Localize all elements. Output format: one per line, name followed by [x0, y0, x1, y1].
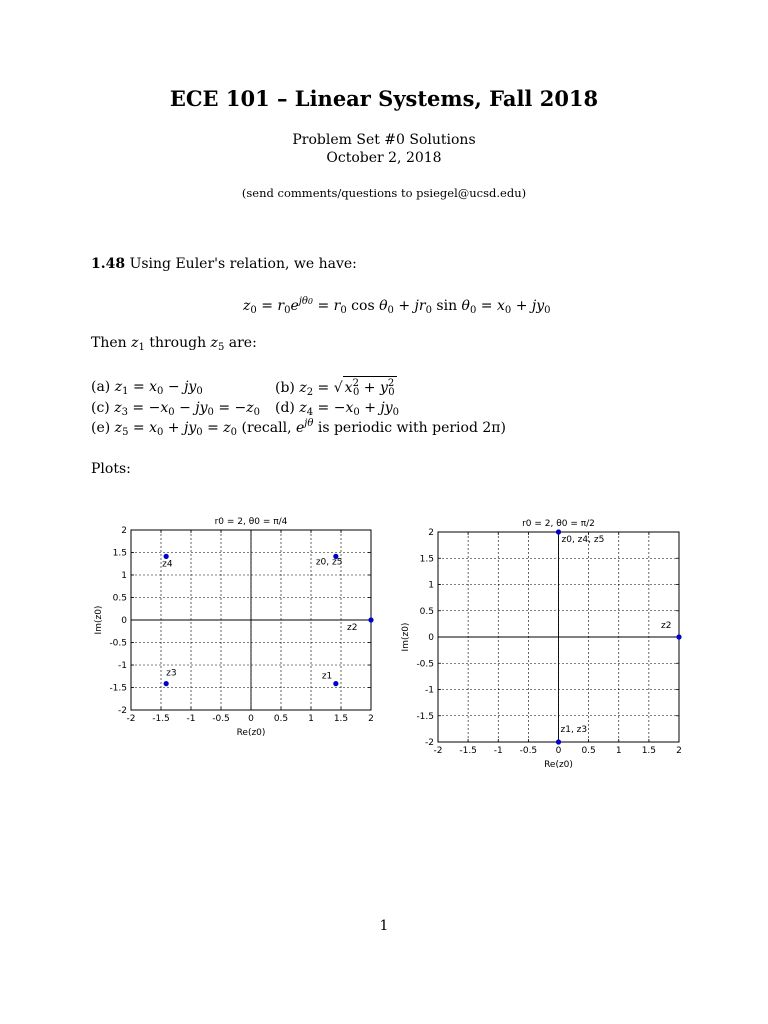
part-b-label: (b) — [275, 380, 295, 396]
x-tick-label: 1.5 — [641, 746, 657, 756]
point-label: z1 — [321, 671, 333, 682]
x-tick-label: 2 — [676, 746, 682, 756]
y-axis-label: Im(z0) — [401, 622, 411, 652]
part-d-label: (d) — [275, 400, 295, 416]
y-tick-label: 0 — [428, 633, 434, 643]
then-line: Then $z_1$ through $z_5$ are: — [91, 335, 257, 353]
x-tick-label: -0.5 — [212, 714, 230, 724]
through-text: through — [149, 335, 207, 351]
point-label: z2 — [661, 621, 672, 631]
page-title: ECE 101 – Linear Systems, Fall 2018 — [169, 86, 599, 111]
x-tick-label: 1.5 — [333, 714, 349, 724]
y-tick-label: 1 — [428, 580, 434, 591]
y-tick-label: 0.5 — [419, 606, 434, 617]
part-d: (d) $z_4 = -x_0 + jy_0$ — [275, 400, 400, 418]
part-e-label: (e) — [91, 420, 111, 436]
contact-note: (send comments/questions to psiegel@ucsd.edu) — [241, 186, 527, 200]
y-tick-label: -2 — [118, 706, 127, 716]
chart-title: r0 = 2, θ0 = π/4 — [214, 517, 288, 527]
y-tick-label: -1.5 — [416, 711, 434, 722]
data-point — [368, 617, 373, 622]
problem-number: 1.48 — [91, 256, 126, 272]
data-point — [164, 681, 169, 686]
y-tick-label: -1.5 — [109, 683, 127, 694]
data-point — [164, 554, 169, 559]
y-tick-label: -0.5 — [109, 638, 127, 649]
problem-intro — [91, 256, 357, 272]
then-text: Then — [91, 335, 127, 351]
data-point — [556, 739, 561, 744]
x-axis-label: Re(z0) — [544, 760, 573, 770]
x-tick-label: 0 — [248, 714, 254, 724]
part-c-label: (c) — [91, 400, 110, 416]
y-axis-label: Im(z0) — [94, 605, 104, 635]
plots-label: Plots: — [91, 461, 131, 477]
x-tick-label: 1 — [615, 746, 622, 756]
point-label: z4 — [162, 559, 173, 570]
periodic-text: is periodic with period 2π) — [317, 420, 506, 436]
y-tick-label: -0.5 — [416, 659, 434, 670]
y-tick-label: 1 — [121, 571, 127, 581]
data-point — [333, 681, 338, 686]
x-tick-label: 0 — [555, 746, 562, 756]
y-tick-label: -2 — [425, 738, 434, 748]
y-tick-label: 1.5 — [419, 554, 434, 565]
problem-intro-text: Using Euler's relation, we have: — [129, 256, 357, 272]
point-label: z3 — [166, 668, 177, 679]
y-tick-label: 2 — [121, 526, 127, 536]
x-tick-label: 0.5 — [581, 746, 596, 756]
euler-equation: $z_0 = r_0e^{j\theta 0} = r_0$ $\cos \theta_0 + jr_0$ $\sin \theta_0 = x_0 + jy_0$ — [243, 296, 551, 316]
part-e: (e) $z_5 = x_0 + jy_0 = z_0$ (recall, $e^{j\theta}$ is periodic with period 2π) — [91, 418, 506, 438]
x-tick-label: -2 — [433, 746, 443, 756]
part-a: (a) $z_1 = x_0 - jy_0$ — [91, 379, 203, 397]
x-tick-label: -1.5 — [459, 746, 477, 756]
plot-pi-over-2 — [390, 508, 700, 778]
y-tick-label: 0.5 — [112, 593, 127, 604]
data-point — [676, 634, 681, 639]
x-tick-label: 1 — [308, 714, 314, 724]
data-point — [556, 529, 561, 534]
date: October 2, 2018 — [326, 150, 442, 166]
page-number: 1 — [379, 918, 389, 934]
part-b: (b) $z_2$ = √ $x^2_0 + y^2_0$ — [275, 378, 395, 398]
point-label: z0, z5 — [315, 557, 343, 568]
point-label: z2 — [347, 623, 358, 633]
chart-title: r0 = 2, θ0 = π/2 — [522, 519, 595, 529]
subtitle: Problem Set #0 Solutions — [292, 132, 476, 148]
are-text: are: — [228, 335, 257, 351]
y-tick-label: 1.5 — [112, 548, 127, 559]
x-tick-label: -1.5 — [152, 714, 170, 724]
y-tick-label: 0 — [121, 616, 127, 626]
y-tick-label: 2 — [428, 528, 434, 538]
part-c: (c) $z_3 = -x_0 - jy_0 = -z_0$ — [91, 400, 261, 418]
y-tick-label: -1 — [118, 661, 127, 671]
x-axis-label: Re(z0) — [236, 728, 266, 738]
point-label: z0, z4, z5 — [561, 535, 605, 545]
x-tick-label: -1 — [493, 746, 503, 756]
plot-pi-over-4 — [80, 505, 390, 755]
x-tick-label: -2 — [126, 714, 136, 724]
x-tick-label: -0.5 — [519, 746, 538, 756]
y-tick-label: -1 — [425, 685, 434, 696]
recall-text: (recall, — [241, 420, 292, 436]
x-tick-label: 0.5 — [273, 714, 289, 724]
part-a-label: (a) — [91, 379, 111, 395]
x-tick-label: 2 — [368, 714, 374, 724]
x-tick-label: -1 — [186, 714, 196, 724]
point-label: z1, z3 — [560, 725, 588, 735]
